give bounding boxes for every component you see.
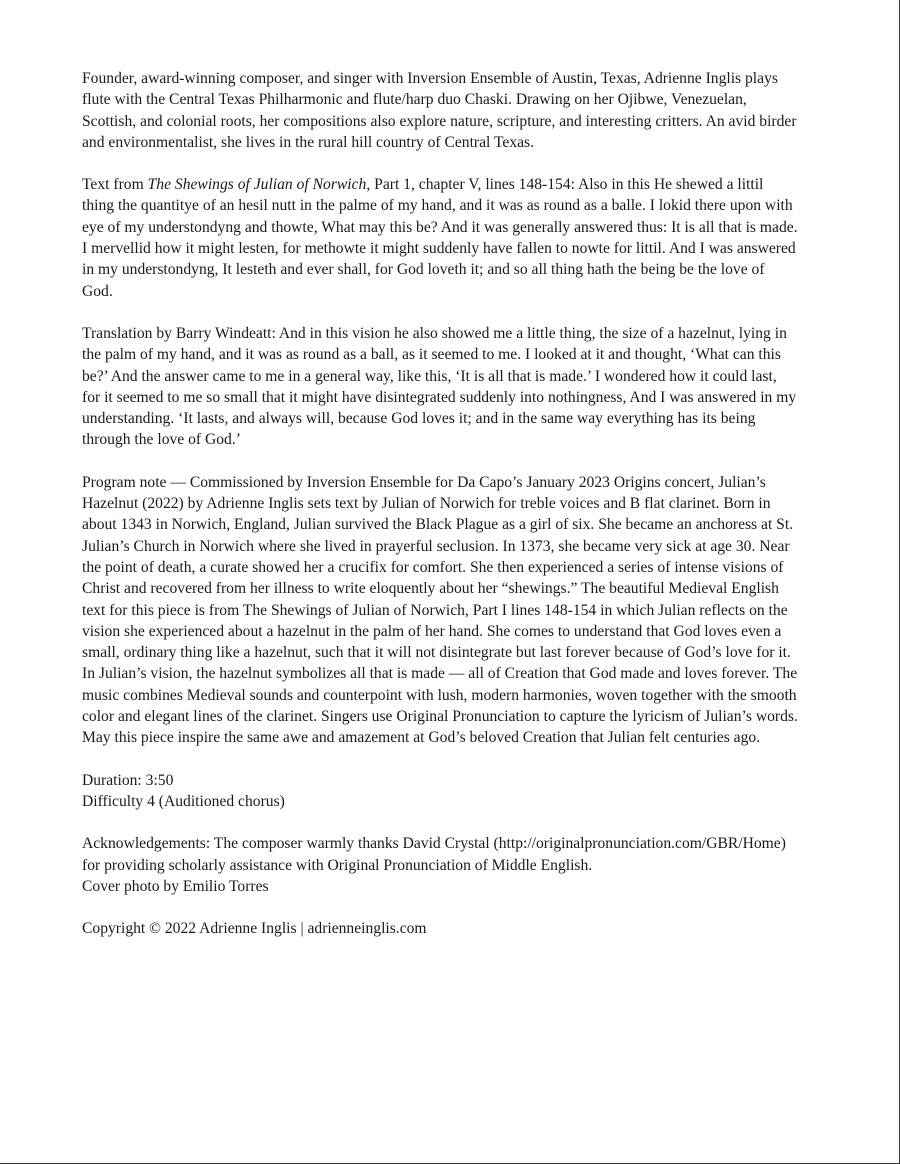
credits-block	[82, 833, 798, 897]
program-note-paragraph: Program note — Commissioned by Inversion Ensemble for Da Capo’s January 2023 Origins concert, Julian’s Hazelnut (2022) by Adrienne Inglis sets text by Julian of Norwich for treble voices and B flat clarinet. Born in about 1343 in Norwich, England, Julian survived the Black Plague as a girl of six. She became an anchoress at St. Julian’s Church in Norwich where she lived in prayerful seclusion. In 1373, she became very sick at age 30. Near the point of death, a curate showed her a crucifix for comfort. She then experienced a series of intense visions of Christ and recovered from her illness to write eloquently about her “shewings.” The beautiful Medieval English text for this piece is from The Shewings of Julian of Norwich, Part I lines 148-154 in which Julian reflects on the vision she experienced about a hazelnut in the palm of her hand. She comes to understand that God loves even a small, ordinary thing like a hazelnut, such that it will not disintegrate but last forever because of God’s love for it. In Julian’s vision, the hazelnut symbolizes all that is made — all of Creation that God made and loves forever. The music combines Medieval sounds and counterpoint with lush, modern harmonies, woven together with the smooth color and elegant lines of the clarinet. Singers use Original Pronunciation to capture the lyricism of Julian’s words. May this piece inspire the same awe and amazement at God’s beloved Creation that Julian felt centuries ago.	[82, 473, 798, 747]
duration-line: Duration: 3:50	[82, 771, 174, 789]
difficulty-line: Difficulty 4 (Auditioned chorus)	[82, 792, 285, 810]
translation-paragraph: Translation by Barry Windeatt: And in this vision he also showed me a little thing, the size of a hazelnut, lying in the palm of my hand, and it was as round as a ball, as it seemed to me. I looked at it and thought, ‘What can this be?’ And the answer came to me in a general way, like this, ‘It is all that is made.’ I wondered how it could last, for it seemed to me so small that it might have disintegrated suddenly into nothingness, And I was answered in my understanding. ‘It lasts, and always will, because God loves it; and in the same way everything has its being through the love of God.’	[82, 324, 797, 449]
text-source-body: , Part 1, chapter V, lines 148-154: Also in this He shewed a littil thing the quantitye of an hesil nutt in the palme of my hand, and it was as round as a balle. I lokid there upon with eye of my understondyng and thowte, What may this be? And it was generally answered thus: It is all that is made. I mervellid how it might lesten, for methowte it might suddenly have fallen to nowte for littil. And I was answered in my understondyng, It lesteth and ever shall, for God loveth it; and so all thing hath the being be the love of God.	[82, 176, 798, 300]
text-source-title: The Shewings of Julian of Norwich	[147, 176, 367, 194]
acknowledgements-paragraph: Acknowledgements: The composer warmly thanks David Crystal (http://originalpronunciation.com/GBR/Home) for providing scholarly assistance with Original Pronunciation of Middle English.	[82, 835, 786, 874]
copyright-line: Copyright © 2022 Adrienne Inglis | adrienneinglis.com	[82, 920, 427, 938]
text-source-paragraph	[82, 174, 798, 302]
document-page	[82, 68, 798, 939]
performance-details	[82, 770, 798, 813]
cover-photo-credit: Cover photo by Emilio Torres	[82, 877, 269, 895]
text-source-prefix: Text from	[82, 176, 148, 194]
composer-bio: Founder, award-winning composer, and singer with Inversion Ensemble of Austin, Texas, Adrienne Inglis plays flute with the Central Texas Philharmonic and flute/harp duo Chaski. Drawing on her Ojibwe, Venezuelan, Scottish, and colonial roots, her compositions also explore nature, scripture, and interesting critters. An avid birder and environmentalist, she lives in the rural hill country of Central Texas.	[82, 70, 797, 151]
